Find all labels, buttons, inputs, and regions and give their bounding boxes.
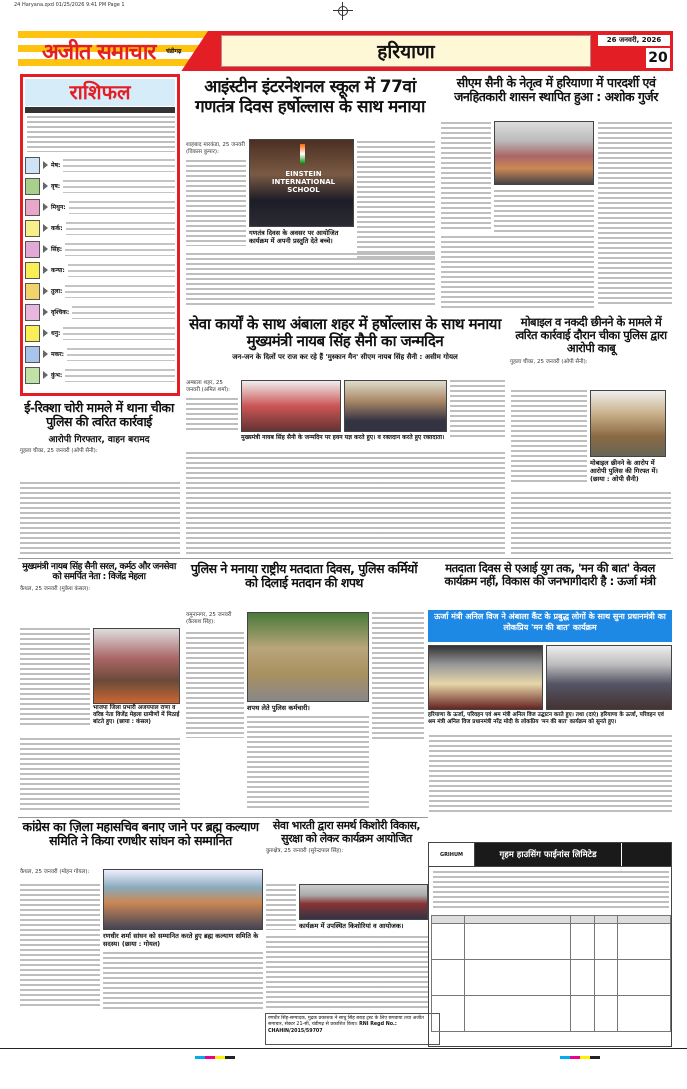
einstein-text-2 bbox=[357, 141, 435, 261]
mobile-photo bbox=[590, 390, 666, 457]
matdata-banner: ऊर्जा मंत्री अनिल विज ने अंबाला कैंट के प्रबुद्ध लोगों के साथ सुना प्रधानमंत्री का लोकप्रिय 'मन की बात' कार्यक्रम bbox=[428, 610, 672, 642]
seva-text-2 bbox=[450, 380, 505, 440]
rashifal-sign bbox=[25, 197, 175, 217]
zodiac-icon bbox=[25, 283, 40, 300]
zodiac-icon bbox=[25, 157, 40, 174]
sign-text bbox=[65, 285, 175, 298]
sign-name: वृष: bbox=[51, 183, 61, 190]
mobile-text-2 bbox=[511, 390, 587, 485]
mehla-text-2 bbox=[20, 628, 90, 728]
mehla-text-3 bbox=[20, 738, 180, 812]
mehla-caption: भाजपा जिला प्रभारी अजयपाल राणा व वरिष्ठ नेता विजेंद्र मेहला ग्रामीणों में मिठाई बांटते हुए। (छाया : कंसल) bbox=[93, 705, 180, 726]
congress-photo bbox=[103, 869, 263, 930]
matdata-text bbox=[429, 735, 672, 815]
zodiac-icon bbox=[25, 178, 40, 195]
sevabharati-dateline: कुरुक्षेत्र, 25 जनवरी (सुरेन्द्रपाल सिंह): bbox=[266, 848, 344, 855]
sign-text bbox=[67, 348, 175, 361]
rashifal-sign bbox=[25, 260, 175, 280]
einstein-text-3 bbox=[186, 253, 435, 308]
zodiac-icon bbox=[25, 367, 40, 384]
police-text bbox=[186, 632, 244, 738]
zodiac-icon bbox=[25, 199, 40, 216]
edition-label: चंडीगढ़ bbox=[166, 48, 182, 55]
einstein-caption: गणतंत्र दिवस के अवसर पर आयोजित कार्यक्रम में अपनी प्रस्तुति देते बच्चे। bbox=[249, 229, 339, 246]
mehla-photo bbox=[93, 628, 180, 704]
arrow-icon bbox=[43, 287, 48, 295]
sign-text bbox=[63, 327, 175, 340]
zodiac-icon bbox=[25, 241, 40, 258]
arrow-icon bbox=[43, 350, 48, 358]
section-title: हरियाणा bbox=[221, 35, 591, 67]
sign-name: कर्क: bbox=[51, 225, 63, 232]
astrologer-address bbox=[25, 107, 175, 113]
registration-mark-icon bbox=[333, 2, 353, 20]
mobile-dateline: गुहला चीका, 25 जनवरी (ओपी सैनी): bbox=[510, 358, 588, 365]
notice-text bbox=[433, 871, 669, 911]
company-logo: GRIHUM bbox=[429, 843, 475, 866]
sign-text bbox=[65, 369, 175, 382]
color-registration-bar bbox=[195, 1056, 235, 1059]
divider bbox=[18, 817, 428, 818]
arrow-icon bbox=[43, 245, 48, 253]
zodiac-icon bbox=[25, 325, 40, 342]
sign-text bbox=[72, 306, 175, 319]
mobile-headline: मोबाइल व नकदी छीनने के मामले में त्वरित कार्रवाई दौरान चीका पुलिस द्वारा आरोपी काबू bbox=[515, 315, 667, 356]
einstein-headline: आइंस्टीन इंटरनेशनल स्कूल में 77वां गणतंत्र दिवस हर्षोल्लास के साथ मनाया bbox=[195, 77, 425, 117]
erickshaw-subheadline: आरोपी गिरफ्तार, वाहन बरामद bbox=[48, 434, 150, 445]
imprint-text: रणधीर सिंह-सम्पादक, मुद्रक प्रकाशक ने साधु सिंह बराड़ ट्रस्ट के लिए छपवाया तथा अजीत समाचार, सेक्टर 21-सी, चंडीगढ़ से प्रकाशित किया। bbox=[268, 1016, 424, 1028]
erickshaw-text bbox=[20, 482, 180, 555]
congress-dateline: कैथल, 25 जनवरी (मोहन गोयल): bbox=[20, 869, 90, 875]
police-photo bbox=[247, 612, 369, 702]
ashok-text bbox=[441, 122, 491, 232]
congress-text bbox=[20, 884, 100, 1008]
police-headline: पुलिस ने मनाया राष्ट्रीय मतदाता दिवस, पुलिस कर्मियों को दिलाई मतदान की शपथ bbox=[190, 561, 418, 591]
sign-text bbox=[65, 243, 175, 256]
arrow-icon bbox=[43, 308, 48, 316]
masthead bbox=[18, 31, 673, 71]
police-dateline: यमुनानगर, 25 जनवरी (कैलाश सिंह): bbox=[186, 612, 232, 625]
sign-name: सिंह: bbox=[51, 246, 63, 253]
erickshaw-dateline: गुहला चीका, 25 जनवरी (ओपी सैनी): bbox=[20, 447, 98, 454]
seva-text-3 bbox=[186, 452, 505, 555]
rashifal-sign bbox=[25, 155, 175, 175]
printer-slug: 24 Haryana.qxd 01/25/2026 9:41 PM Page 1 bbox=[14, 2, 125, 8]
ashok-text-2 bbox=[494, 190, 594, 232]
mehla-headline: मुख्यमंत्री नायब सिंह सैनी सरल, कर्मठ और जनसेवा को समर्पित नेता : विजेंद्र मेहला bbox=[22, 562, 176, 583]
sevabharati-headline: सेवा भारती द्वारा समर्थ किशोरी विकास, सुरक्षा को लेकर कार्यक्रम आयोजित bbox=[272, 819, 421, 845]
police-caption: शपथ लेते पुलिस कर्मचारी। bbox=[247, 704, 310, 712]
rashifal-sign bbox=[25, 281, 175, 301]
sign-name: तुला: bbox=[51, 288, 63, 295]
seva-caption: मुख्यमंत्री नायब सिंह सैनी के जन्मदिन पर हवन यज्ञ करते हुए। व रक्तदान करते हुए रक्तदाता। bbox=[241, 434, 445, 441]
sevabharati-text bbox=[266, 884, 296, 930]
sevabharati-heading-group bbox=[265, 820, 428, 855]
zodiac-icon bbox=[25, 220, 40, 237]
sign-text bbox=[69, 201, 175, 214]
mehla-dateline: कैथल, 25 जनवरी (मुकेश कंसल): bbox=[20, 585, 91, 592]
rashifal-sign bbox=[25, 176, 175, 196]
company-name: गृहम हाउसिंग फाईनांस लिमिटेड bbox=[475, 843, 621, 866]
ashok-photo bbox=[494, 121, 594, 185]
arrow-icon bbox=[43, 203, 48, 211]
seva-subheadline: जन-जन के दिलों पर राज कर रहे हैं 'मुस्कान मैन' सीएम नायब सिंह सैनी : असीम गोयल bbox=[232, 352, 458, 361]
imprint-box bbox=[265, 1013, 440, 1045]
page-number: 20 bbox=[646, 48, 670, 68]
congress-caption: रणधीर शर्मा सांघन को सम्मानित करते हुए ब्रह्म कल्याण समिति के सदस्य। (छाया : गोयल) bbox=[103, 932, 259, 949]
color-registration-bar bbox=[560, 1056, 600, 1059]
seva-text bbox=[186, 398, 238, 430]
rashifal-sign bbox=[25, 218, 175, 238]
sign-name: धनु: bbox=[51, 330, 61, 337]
rashifal-sign bbox=[25, 302, 175, 322]
notice-table bbox=[431, 915, 671, 1032]
rashifal-sign bbox=[25, 344, 175, 364]
seva-headline: सेवा कार्यों के साथ अंबाला शहर में हर्षोल्लास के साथ मनाया मुख्यमंत्री नायब सिंह सैनी का जन्मदिन bbox=[189, 315, 501, 351]
police-text-3 bbox=[247, 716, 369, 811]
matdata-caption: हरियाणा के ऊर्जा, परिवहन एवं श्रम मंत्री अनिल विज उद्घाटन करते हुए। तथा (दाएं) हरियाणा के ऊर्जा, परिवहन एवं श्रम मंत्री अनिल विज प्रधानमंत्री नरेंद्र मोदी के लोकप्रिय 'मन की बात' कार्यक्रम को सुनते हुए। bbox=[428, 712, 664, 725]
flag-icon bbox=[300, 144, 305, 164]
arrow-icon bbox=[43, 329, 48, 337]
mehla-heading-group bbox=[18, 562, 180, 592]
arrow-icon bbox=[43, 161, 48, 169]
sevabharati-photo bbox=[299, 884, 428, 920]
einstein-dateline: शाहबाद मारकंडा, 25 जनवरी (विकास कुमार): bbox=[186, 142, 245, 155]
seva-dateline: अम्बाला शहर, 25 जनवरी (अमित शर्मा): bbox=[186, 380, 231, 393]
matdata-photo-inauguration bbox=[428, 645, 543, 710]
sign-text bbox=[63, 159, 175, 172]
rashifal-sign bbox=[25, 365, 175, 385]
sign-name: वृश्चिक: bbox=[51, 309, 70, 316]
seva-heading-group bbox=[185, 316, 505, 362]
sign-text bbox=[66, 222, 175, 235]
sign-text bbox=[68, 264, 175, 277]
housing-finance-notice bbox=[428, 842, 672, 1047]
issue-date: 26 जनवरी, 2026 bbox=[598, 35, 670, 46]
logo: अजीत समाचार bbox=[42, 40, 156, 65]
seva-photo-havan bbox=[241, 380, 341, 432]
school-sign: EINSTEIN INTERNATIONAL SCHOOL bbox=[271, 170, 336, 194]
seva-photo-blood-donation bbox=[344, 380, 447, 432]
divider bbox=[18, 558, 673, 559]
panchang-text bbox=[27, 116, 175, 152]
rashifal-sign bbox=[25, 323, 175, 343]
sign-name: मिथुन: bbox=[51, 204, 66, 211]
mobile-text-3 bbox=[511, 492, 671, 555]
zodiac-icon bbox=[25, 304, 40, 321]
sevabharati-caption: कार्यक्रम में उपस्थित किशोरियां व आयोजक। bbox=[299, 922, 404, 930]
matdata-photo-audience bbox=[546, 645, 672, 710]
sevabharati-text-2 bbox=[266, 936, 428, 1009]
mobile-heading-group bbox=[510, 316, 672, 365]
arrow-icon bbox=[43, 371, 48, 379]
matdata-headline: मतदाता दिवस से एआई युग तक, 'मन की बात' केवल कार्यक्रम नहीं, विकास की जनभागीदारी है : ऊर्जा मंत्री bbox=[444, 561, 656, 589]
congress-text-2 bbox=[103, 952, 263, 1010]
arrow-icon bbox=[43, 182, 48, 190]
einstein-photo bbox=[249, 139, 354, 227]
page-bottom-rule bbox=[0, 1048, 687, 1049]
sign-name: मकर: bbox=[51, 351, 65, 358]
ashok-text-3 bbox=[598, 122, 672, 307]
zodiac-icon bbox=[25, 262, 40, 279]
sign-name: कुंभ: bbox=[51, 372, 63, 379]
rashifal-box bbox=[20, 74, 180, 396]
rni-number: RNI Regd No.: CHAHIN/2015/59707 bbox=[268, 1022, 397, 1034]
mobile-caption: मोबाइल छीनने के आरोप में आरोपी पुलिस की गिरफ्त में। (छाया : ओपी सैनी) bbox=[590, 459, 658, 484]
ashok-text-4 bbox=[441, 236, 594, 308]
sign-list bbox=[25, 155, 175, 385]
arrow-icon bbox=[43, 266, 48, 274]
einstein-text bbox=[186, 160, 246, 246]
ashok-headline: सीएम सैनी के नेतृत्व में हरियाणा में पारदर्शी एवं जनहितकारी शासन स्थापित हुआ : अशोक गुर्जर bbox=[454, 75, 658, 105]
zodiac-icon bbox=[25, 346, 40, 363]
sign-text bbox=[63, 180, 175, 193]
erickshaw-heading-group bbox=[18, 401, 180, 454]
congress-headline: कांग्रेस का ज़िला महासचिव बनाए जाने पर ब्रह्म कल्याण समिति ने किया रणधीर सांघन को सम्मानित bbox=[22, 819, 259, 849]
sign-name: कन्या: bbox=[51, 267, 65, 274]
police-text-2 bbox=[372, 612, 424, 740]
erickshaw-headline: ई-रिक्शा चोरी मामले में थाना चीका पुलिस की त्वरित कार्रवाई bbox=[24, 400, 174, 430]
sign-name: मेष: bbox=[51, 162, 61, 169]
company-address bbox=[621, 843, 671, 866]
arrow-icon bbox=[43, 224, 48, 232]
rashifal-title: राशिफल bbox=[25, 79, 175, 106]
rashifal-sign bbox=[25, 239, 175, 259]
